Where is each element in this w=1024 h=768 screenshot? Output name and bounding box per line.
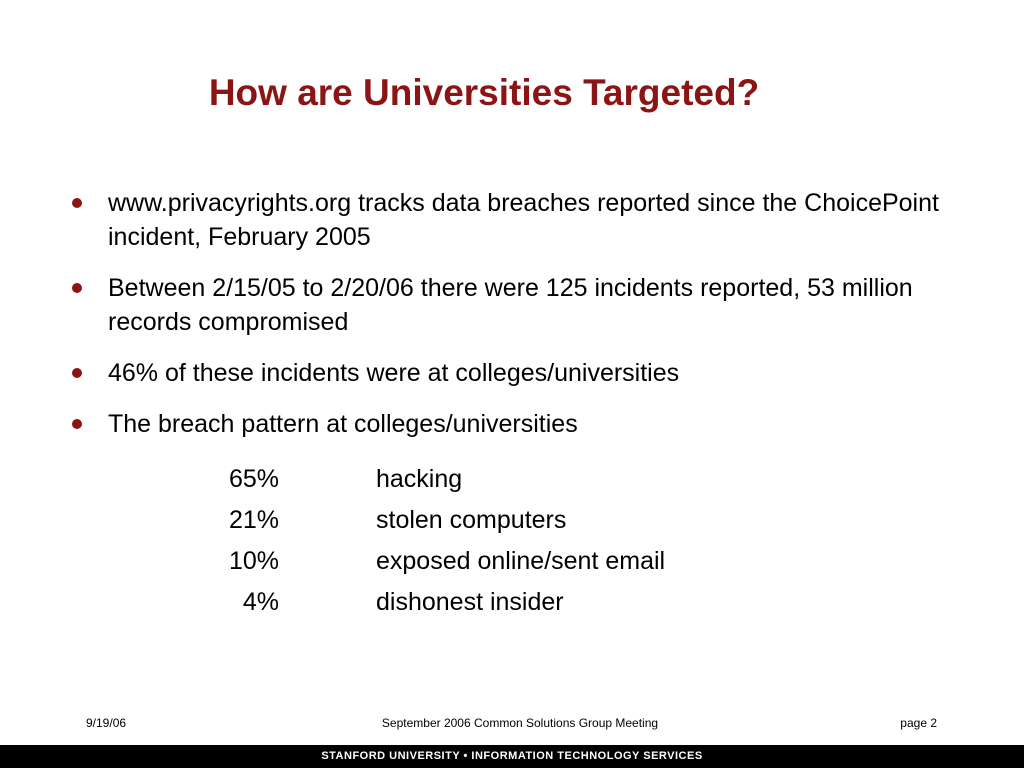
breach-label: exposed online/sent email xyxy=(376,547,666,575)
slide-footer xyxy=(0,714,1024,732)
breach-percent: 65% xyxy=(228,465,279,493)
bullet-item xyxy=(68,271,968,339)
footer-date: 9/19/06 xyxy=(86,716,127,730)
breach-label: dishonest insider xyxy=(376,588,564,616)
bullet-dot-icon xyxy=(72,419,82,429)
bullet-dot-icon xyxy=(72,198,82,208)
bullet-item xyxy=(68,186,968,254)
breach-percent: 10% xyxy=(228,547,279,575)
bullet-text: www.privacyrights.org tracks data breaches reported since the ChoicePoint incident, February 2005 xyxy=(108,189,939,251)
footer-meeting: September 2006 Common Solutions Group Meeting xyxy=(381,716,659,730)
bullet-list xyxy=(68,186,968,458)
breach-pattern-row xyxy=(180,541,780,582)
breach-pattern-row xyxy=(180,582,780,623)
institution-banner: STANFORD UNIVERSITY • INFORMATION TECHNOLOGY SERVICES xyxy=(0,745,1024,768)
bullet-dot-icon xyxy=(72,368,82,378)
breach-label: hacking xyxy=(376,465,463,493)
bullet-text: The breach pattern at colleges/universities xyxy=(108,410,578,438)
breach-label: stolen computers xyxy=(376,506,567,534)
bullet-item xyxy=(68,407,968,441)
breach-pattern-row xyxy=(180,500,780,541)
breach-percent: 4% xyxy=(242,588,279,616)
breach-percent: 21% xyxy=(228,506,279,534)
breach-pattern-table xyxy=(180,459,780,623)
bullet-item xyxy=(68,356,968,390)
footer-page-number: page 2 xyxy=(900,716,937,730)
breach-pattern-row xyxy=(180,459,780,500)
bullet-dot-icon xyxy=(72,283,82,293)
slide-title: How are Universities Targeted? xyxy=(208,72,760,113)
bullet-text: 46% of these incidents were at colleges/universities xyxy=(108,359,680,387)
bullet-text: Between 2/15/05 to 2/20/06 there were 125 incidents reported, 53 million records compromised xyxy=(108,274,913,336)
